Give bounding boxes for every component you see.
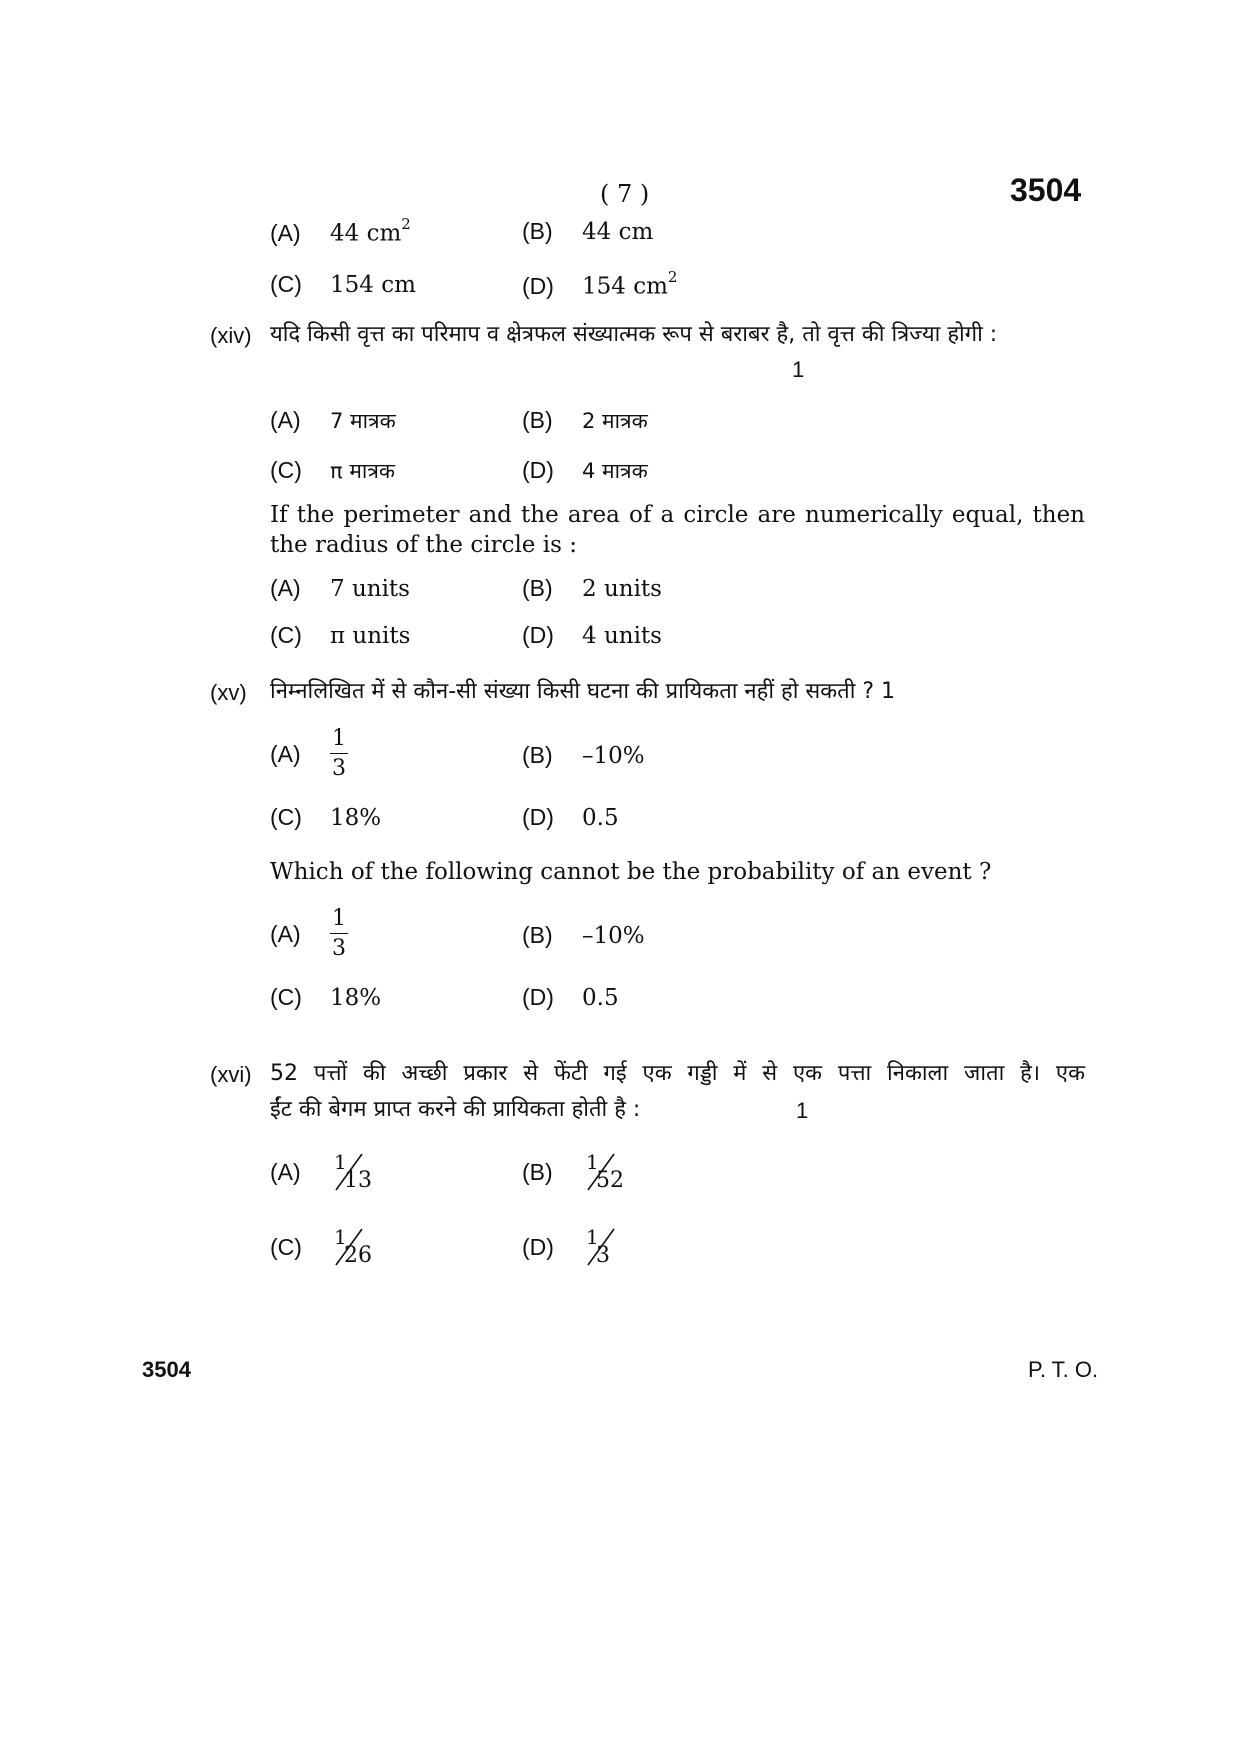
option-label: (B) [522, 1158, 553, 1185]
q15-hindi-option-d [522, 804, 619, 831]
q16-option-b [522, 1150, 638, 1194]
superscript: 2 [667, 268, 678, 286]
q15-hindi-option-c [270, 804, 381, 831]
option-value: π मात्रक [330, 459, 396, 483]
q13-option-b [522, 218, 653, 245]
option-label: (A) [270, 920, 301, 947]
page-number: ( 7 ) [600, 180, 650, 208]
q15-english-option-d [522, 984, 619, 1011]
option-value: 7 मात्रक [330, 409, 396, 433]
option-label: (B) [522, 218, 553, 244]
option-value: 154 cm [582, 273, 668, 300]
option-value: π units [330, 623, 411, 649]
q15-english-option-c [270, 984, 381, 1011]
fraction-denominator: 52 [596, 1168, 624, 1193]
option-value: 44 cm [582, 219, 654, 245]
option-label: (B) [522, 742, 553, 768]
option-value: 4 units [582, 623, 662, 649]
option-value: 18% [330, 985, 382, 1011]
q15-hindi-option-a [270, 728, 348, 780]
option-label: (D) [522, 272, 554, 299]
q13-option-d [522, 268, 678, 300]
fraction-numerator: 1 [330, 728, 348, 754]
q15-english-option-b [522, 922, 645, 949]
q14-english-option-d [522, 622, 662, 649]
option-label: (C) [270, 804, 302, 830]
option-value: –10% [582, 743, 645, 769]
option-label: (B) [522, 407, 553, 433]
slash-fraction [330, 1150, 386, 1194]
fraction-numerator: 1 [334, 1150, 347, 1174]
slash-fraction [582, 1225, 638, 1269]
q16-hindi-text-line2: ईंट की बेगम प्राप्त करने की प्रायिकता होती है : [270, 1097, 641, 1122]
option-value: 2 units [582, 576, 662, 602]
option-label: (A) [270, 219, 301, 246]
q14-hindi-text: यदि किसी वृत्त का परिमाप व क्षेत्रफल संख्यात्मक रूप से बराबर है, तो वृत्त की त्रिज्या होगी : [270, 322, 998, 347]
fraction-denominator: 13 [344, 1168, 372, 1193]
slash-fraction [330, 1225, 386, 1269]
q16-option-a [270, 1150, 386, 1194]
question-number-xiv: (xiv) [210, 323, 252, 348]
option-value: 4 मात्रक [582, 459, 648, 483]
option-value: 7 units [330, 576, 410, 602]
slash-fraction [582, 1150, 638, 1194]
option-value: 18% [330, 805, 382, 831]
option-label: (C) [270, 457, 302, 483]
fraction-denominator: 26 [344, 1243, 372, 1268]
option-label: (D) [522, 622, 554, 648]
q14-english-option-b [522, 575, 662, 602]
q14-hindi-option-c [270, 457, 395, 485]
q16-hindi-text-line1: 52 पत्तों की अच्छी प्रकार से फेंटी गई एक गड्डी में से एक पत्ता निकाला जाता है। एक [270, 1061, 1085, 1086]
fraction-denominator: 3 [332, 936, 346, 961]
fraction-numerator: 1 [334, 1225, 347, 1249]
option-value: 0.5 [582, 985, 619, 1011]
option-value: 2 मात्रक [582, 409, 648, 433]
question-number-xvi: (xvi) [210, 1062, 252, 1087]
q14-hindi-option-a [270, 407, 396, 435]
option-label: (D) [522, 1233, 554, 1260]
q15-english-text: Which of the following cannot be the probability of an event ? [270, 859, 992, 885]
q14-hindi-option-b [522, 407, 648, 435]
fraction-numerator: 1 [330, 908, 348, 934]
fraction-denominator: 3 [596, 1243, 610, 1268]
option-label: (A) [270, 407, 301, 433]
option-value: 44 cm [330, 220, 402, 247]
superscript: 2 [401, 215, 411, 233]
option-value: 0.5 [582, 805, 619, 831]
q15-hindi-option-b [522, 742, 645, 769]
q14-english-option-c [270, 622, 410, 649]
q16-marks: 1 [796, 1098, 809, 1123]
q15-hindi-text: निम्नलिखित में से कौन-सी संख्या किसी घटना की प्रायिकता नहीं हो सकती ? 1 [270, 679, 896, 704]
fraction [330, 728, 348, 780]
q15-english-option-a [270, 908, 348, 960]
q14-english-option-a [270, 575, 410, 602]
option-label: (A) [270, 1158, 301, 1185]
option-label: (C) [270, 1233, 302, 1260]
option-label: (C) [270, 984, 302, 1010]
fraction-numerator: 1 [586, 1225, 599, 1249]
q16-option-d [522, 1225, 638, 1269]
fraction [330, 908, 348, 960]
q14-hindi-option-d [522, 457, 648, 485]
option-label: (D) [522, 457, 554, 483]
option-label: (B) [522, 575, 553, 601]
fraction-denominator: 3 [332, 756, 346, 781]
fraction-numerator: 1 [586, 1150, 599, 1174]
option-label: (A) [270, 740, 301, 767]
paper-code-footer: 3504 [142, 1357, 191, 1382]
question-number-xv: (xv) [210, 680, 247, 705]
option-label: (B) [522, 922, 553, 948]
q16-option-c [270, 1225, 386, 1269]
page-turn-over: P. T. O. [1028, 1357, 1099, 1382]
option-label: (D) [522, 984, 554, 1010]
q13-option-c [270, 271, 416, 298]
q14-english-text: If the perimeter and the area of a circle are numerically equal, then the radius of the circle is : [270, 502, 1085, 558]
option-value: –10% [582, 923, 645, 949]
option-label: (C) [270, 271, 302, 297]
q13-option-a [270, 215, 411, 247]
paper-code-header: 3504 [1010, 172, 1082, 208]
option-label: (D) [522, 804, 554, 830]
q14-marks: 1 [792, 357, 805, 382]
option-label: (A) [270, 575, 301, 601]
option-value: 154 cm [330, 272, 416, 298]
option-label: (C) [270, 622, 302, 648]
